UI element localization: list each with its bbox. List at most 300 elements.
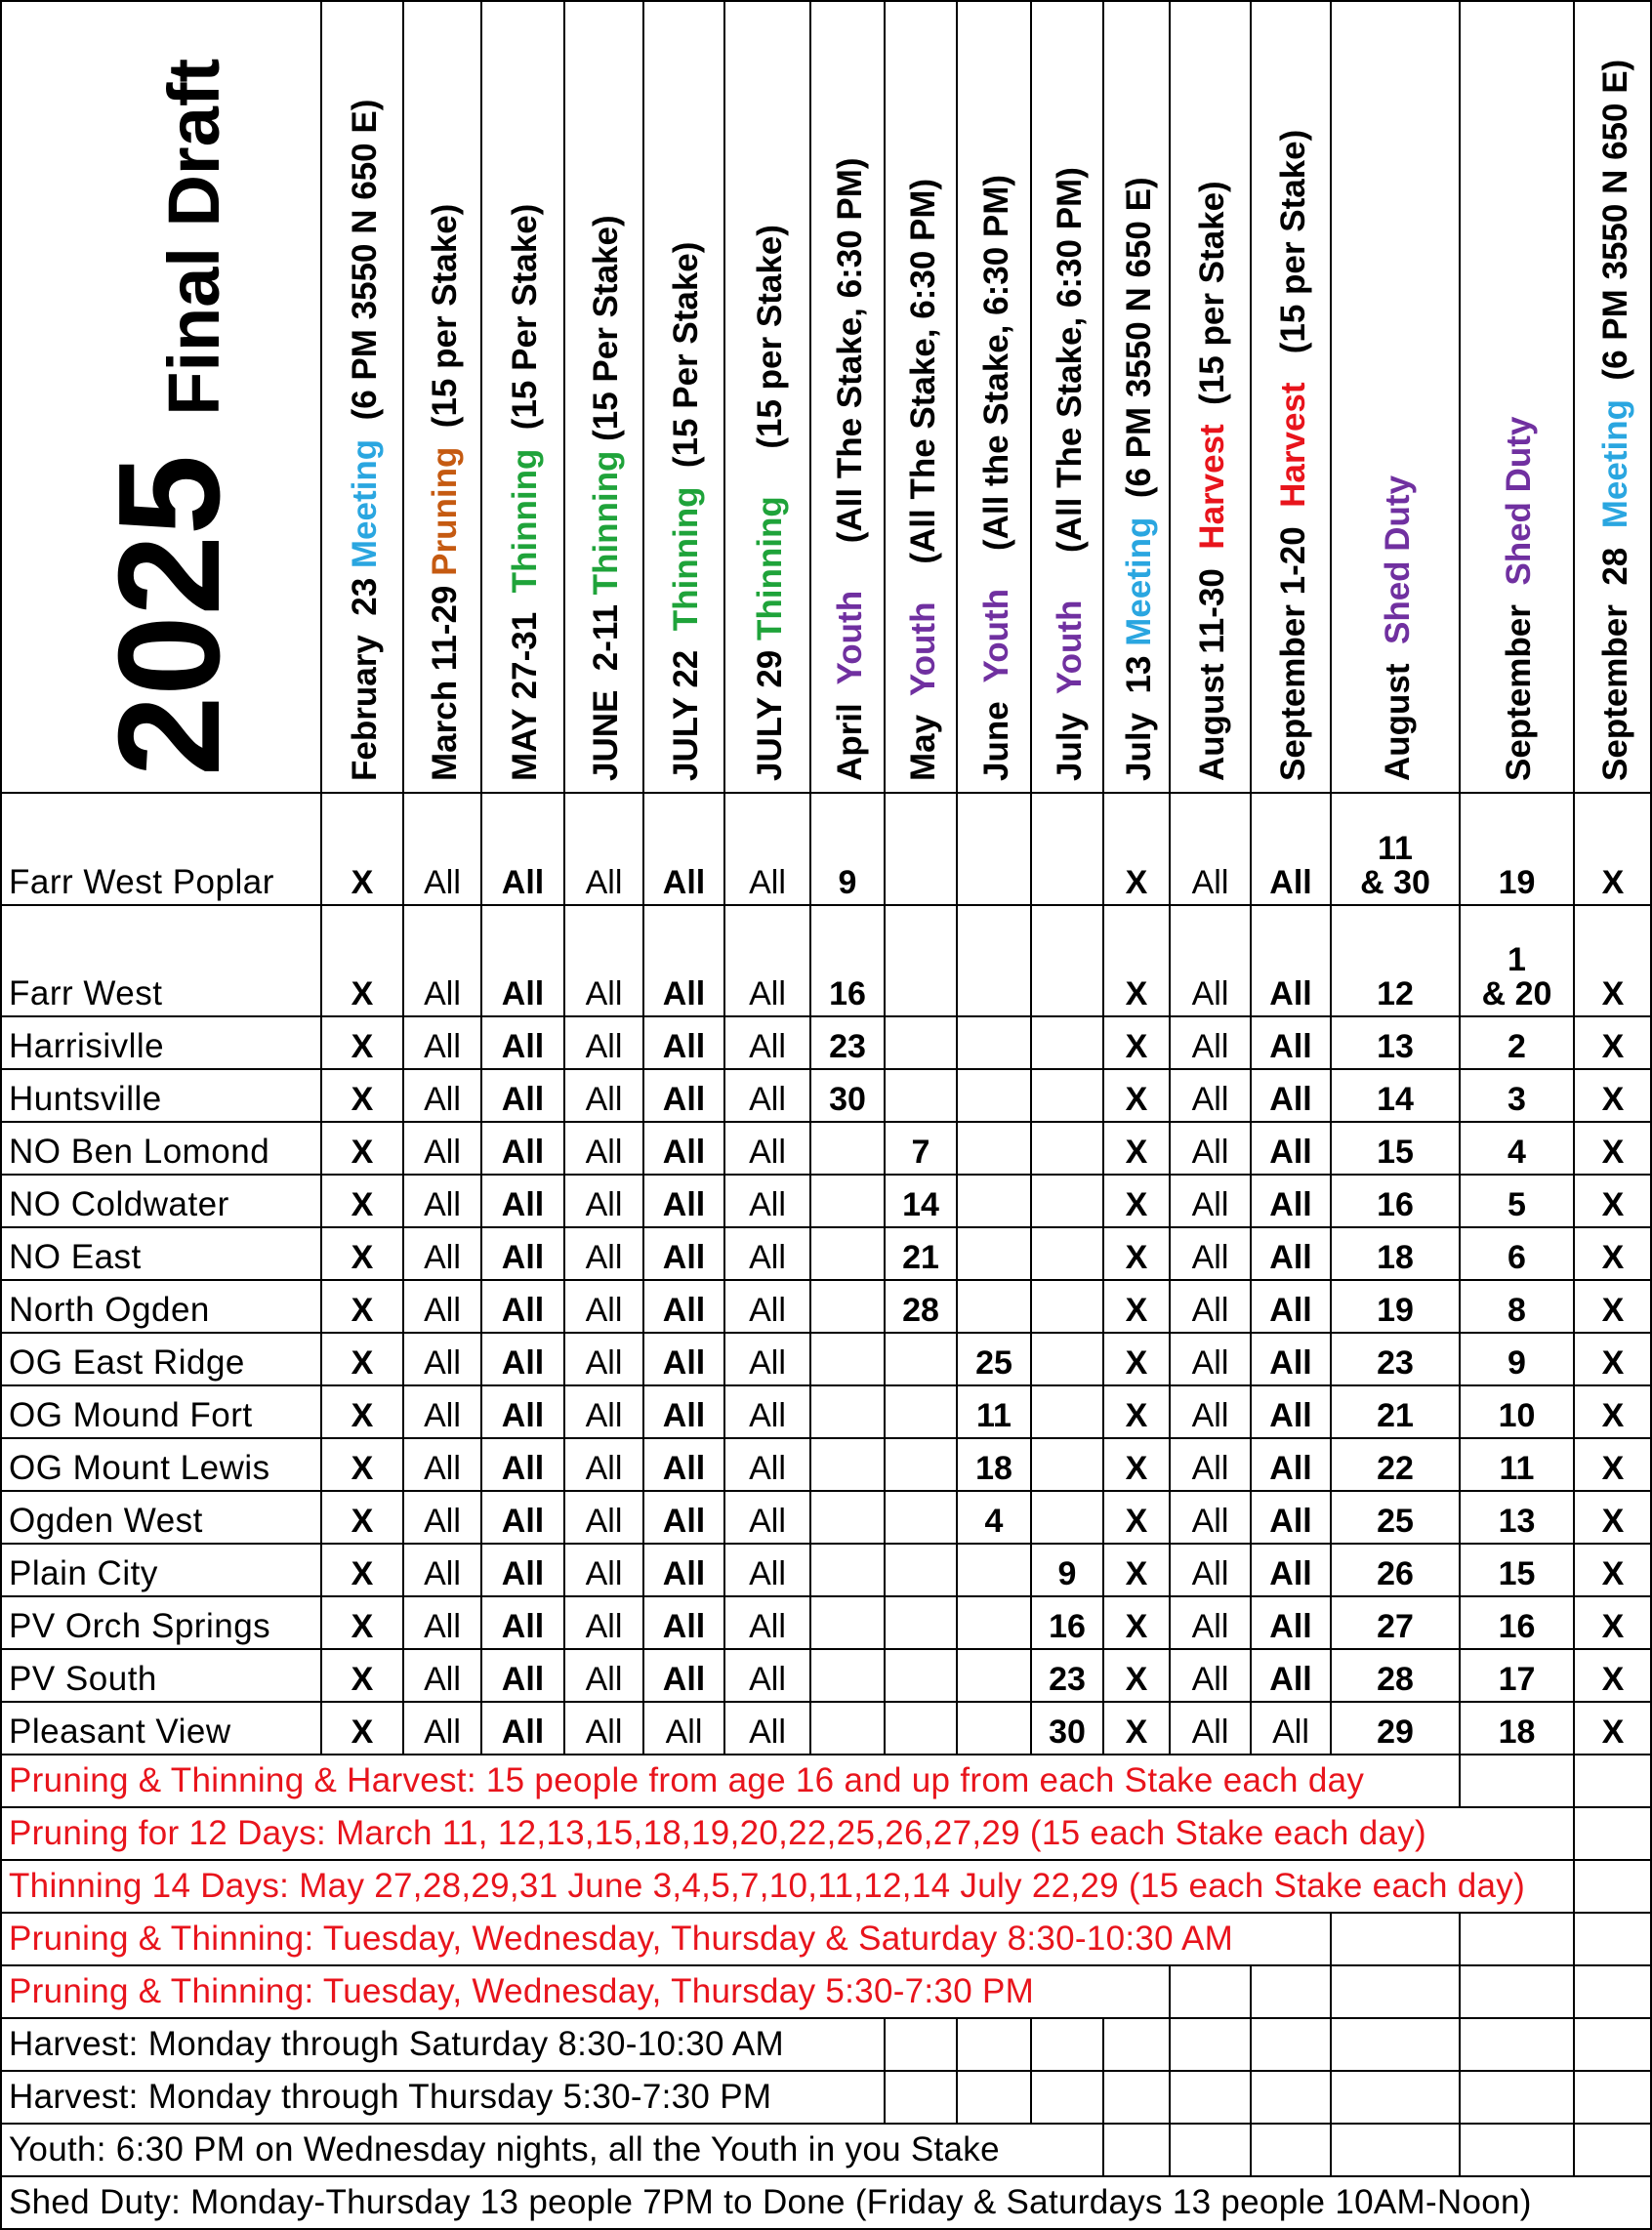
table-cell xyxy=(810,1491,885,1544)
header-pre: July xyxy=(1051,694,1089,781)
table-cell: 3 xyxy=(1507,1081,1526,1119)
table-cell: 16 xyxy=(829,975,866,1013)
grid-line-horizontal xyxy=(0,1648,1652,1650)
table-cell: All xyxy=(749,1186,786,1224)
table-cell xyxy=(1031,1175,1103,1227)
table-cell: All xyxy=(1191,1344,1229,1383)
header-post: (6 PM 3550 N 650 E) xyxy=(1596,59,1634,400)
header-post: (All The Stake, 6:30 PM) xyxy=(831,157,869,591)
table-cell: X xyxy=(1125,1292,1148,1330)
table-cell: 22 xyxy=(1377,1450,1414,1488)
table-cell: All xyxy=(749,1134,786,1172)
ward-name: NO East xyxy=(9,1238,142,1276)
table-cell: 14 xyxy=(1377,1081,1414,1119)
grid-line-vertical xyxy=(1250,1965,1252,2018)
table-cell: All xyxy=(424,1397,461,1435)
table-cell: 1 & 20 xyxy=(1481,940,1552,1013)
grid-line-vertical xyxy=(1169,1965,1171,2018)
grid-line-vertical xyxy=(1573,1860,1575,1913)
table-cell xyxy=(810,1122,885,1175)
grid-line-vertical xyxy=(1573,1913,1575,1965)
table-cell: All xyxy=(424,1292,461,1330)
table-cell: 16 xyxy=(1377,1186,1414,1224)
header-keyword: Thinning xyxy=(751,496,789,640)
table-cell: X xyxy=(351,1714,374,1752)
ward-name: Ogden West xyxy=(9,1502,203,1540)
grid-line-vertical xyxy=(1330,2124,1332,2176)
table-cell: All xyxy=(1269,1555,1312,1593)
column-header-10 xyxy=(1031,0,1103,793)
table-cell: All xyxy=(1269,1134,1312,1172)
grid-line-vertical xyxy=(1330,2018,1332,2071)
column-header-4 xyxy=(564,0,643,793)
table-cell: All xyxy=(501,1503,545,1541)
table-cell: All xyxy=(749,1239,786,1277)
table-cell: X xyxy=(1601,1608,1625,1646)
table-cell xyxy=(1031,1016,1103,1069)
note-line: Thinning 14 Days: May 27,28,29,31 June 3,4,5,7,10,11,12,14 July 22,29 (15 each Stake each day) xyxy=(9,1867,1526,1905)
table-cell: X xyxy=(1601,1081,1625,1119)
column-header-9 xyxy=(957,0,1031,793)
table-cell: All xyxy=(585,1397,623,1435)
table-cell: X xyxy=(351,1555,374,1593)
table-cell: All xyxy=(501,1081,545,1119)
table-cell: 11 & 30 xyxy=(1360,829,1430,902)
table-cell: All xyxy=(424,1450,461,1488)
grid-line-horizontal xyxy=(0,1543,1652,1545)
header-keyword: Youth xyxy=(977,588,1015,683)
note-line: Harvest: Monday through Thursday 5:30-7:30 PM xyxy=(9,2078,772,2116)
table-cell: All xyxy=(585,1450,623,1488)
table-cell xyxy=(810,1385,885,1438)
header-keyword: Meeting xyxy=(346,438,384,569)
table-cell: All xyxy=(424,1344,461,1383)
table-cell: All xyxy=(662,1450,706,1488)
table-cell xyxy=(885,1596,957,1649)
column-header-text xyxy=(348,100,382,781)
table-cell xyxy=(957,905,1031,1016)
header-post: (All the Stake, 6:30 PM) xyxy=(977,174,1015,589)
table-cell: All xyxy=(1269,864,1312,902)
table-cell: X xyxy=(351,1397,374,1435)
table-cell xyxy=(1031,905,1103,1016)
table-cell: X xyxy=(1601,975,1625,1013)
grid-line-vertical xyxy=(1573,2018,1575,2071)
column-header-13 xyxy=(1251,0,1331,793)
header-pre: February 23 xyxy=(346,568,384,781)
table-cell: 9 xyxy=(1057,1555,1077,1593)
table-cell: All xyxy=(424,1081,461,1119)
table-cell: All xyxy=(424,1134,461,1172)
table-cell: All xyxy=(1191,1186,1229,1224)
table-cell: All xyxy=(585,975,623,1013)
table-cell xyxy=(1031,1438,1103,1491)
header-post: (15 Per Stake) xyxy=(506,203,544,449)
header-post: (6 PM 3550 N 650 E) xyxy=(346,99,384,439)
column-header-8 xyxy=(885,0,957,793)
table-cell: All xyxy=(585,1186,623,1224)
table-cell: X xyxy=(1601,1028,1625,1066)
table-cell: 18 xyxy=(1498,1714,1536,1752)
table-cell: 30 xyxy=(829,1081,866,1119)
grid-line-vertical xyxy=(1459,1755,1461,1807)
header-keyword: Youth xyxy=(831,590,869,685)
grid-line-vertical xyxy=(1102,2018,1104,2071)
header-keyword: Meeting xyxy=(1596,399,1634,529)
header-post: (15 per Stake) xyxy=(1193,181,1231,425)
table-cell xyxy=(957,1649,1031,1702)
ward-name: Huntsville xyxy=(9,1080,162,1118)
table-cell: All xyxy=(749,1344,786,1383)
table-cell: All xyxy=(585,1292,623,1330)
table-cell: All xyxy=(749,1450,786,1488)
column-header-text xyxy=(1053,167,1087,781)
grid-line-horizontal xyxy=(0,1015,1652,1017)
ward-name: Pleasant View xyxy=(9,1713,231,1751)
table-cell: All xyxy=(662,1397,706,1435)
table-cell: 10 xyxy=(1498,1397,1536,1435)
table-cell: All xyxy=(1269,1186,1312,1224)
table-cell: 5 xyxy=(1507,1186,1526,1224)
header-post: (6 PM 3550 N 650 E) xyxy=(1120,177,1158,517)
table-cell: X xyxy=(1125,1397,1148,1435)
table-cell: X xyxy=(1125,1239,1148,1277)
table-cell: All xyxy=(585,1081,623,1119)
header-keyword: Thinning xyxy=(587,450,625,596)
table-cell: All xyxy=(424,1555,461,1593)
grid-line-horizontal xyxy=(0,1332,1652,1334)
table-cell: 19 xyxy=(1377,1292,1414,1330)
table-cell: 13 xyxy=(1377,1028,1414,1066)
table-cell: X xyxy=(351,1608,374,1646)
table-cell: All xyxy=(1269,1028,1312,1066)
table-cell: 19 xyxy=(1498,864,1536,902)
table-cell: 6 xyxy=(1507,1239,1526,1277)
table-cell xyxy=(810,1438,885,1491)
table-cell xyxy=(885,1016,957,1069)
table-cell: 16 xyxy=(1049,1608,1086,1646)
header-keyword: Pruning xyxy=(426,446,464,576)
table-cell xyxy=(1031,1122,1103,1175)
header-pre: MAY 27-31 xyxy=(506,593,544,781)
header-keyword: Shed Duty xyxy=(1379,475,1417,645)
table-cell: 4 xyxy=(984,1503,1004,1541)
table-cell: 18 xyxy=(1377,1239,1414,1277)
table-cell xyxy=(810,1333,885,1385)
table-cell xyxy=(810,1227,885,1280)
grid-line-horizontal xyxy=(0,1754,1652,1755)
table-cell: X xyxy=(351,975,374,1013)
table-cell: All xyxy=(1191,1292,1229,1330)
grid-line-vertical xyxy=(1573,1755,1575,1807)
table-cell: X xyxy=(1601,1714,1625,1752)
table-cell: All xyxy=(501,1661,545,1699)
grid-line-horizontal xyxy=(0,1279,1652,1281)
table-cell: All xyxy=(501,1186,545,1224)
ward-name: North Ogden xyxy=(9,1291,210,1329)
table-cell: X xyxy=(1601,1344,1625,1383)
table-cell xyxy=(885,793,957,905)
header-pre: March 11-29 xyxy=(426,575,464,781)
grid-line-horizontal xyxy=(0,1595,1652,1597)
table-cell: All xyxy=(662,975,706,1013)
table-cell: 2 xyxy=(1507,1028,1526,1066)
ward-name: OG Mound Fort xyxy=(9,1396,253,1434)
table-cell: All xyxy=(585,1239,623,1277)
note-line: Harvest: Monday through Saturday 8:30-10:30 AM xyxy=(9,2025,784,2063)
table-cell: X xyxy=(351,1661,374,1699)
column-header-15 xyxy=(1460,0,1574,793)
table-cell: All xyxy=(749,1661,786,1699)
table-cell: 29 xyxy=(1377,1714,1414,1752)
table-cell: All xyxy=(749,1503,786,1541)
grid-line-vertical xyxy=(956,2018,958,2071)
header-keyword: Shed Duty xyxy=(1500,416,1538,586)
grid-line-horizontal xyxy=(0,2017,1652,2019)
table-cell: All xyxy=(501,1714,545,1752)
table-cell: All xyxy=(1191,1450,1229,1488)
table-cell: All xyxy=(501,1134,545,1172)
grid-line-vertical xyxy=(884,2018,886,2071)
table-cell xyxy=(1031,1069,1103,1122)
column-header-text xyxy=(1381,475,1415,781)
table-cell: All xyxy=(662,1028,706,1066)
table-cell: X xyxy=(1125,1503,1148,1541)
grid-line-vertical xyxy=(1330,1913,1332,1965)
note-line: Pruning for 12 Days: March 11, 12,13,15,18,19,20,22,25,26,27,29 (15 each Stake each day) xyxy=(9,1814,1426,1852)
table-cell xyxy=(1031,1385,1103,1438)
column-header-6 xyxy=(724,0,810,793)
column-header-11 xyxy=(1103,0,1170,793)
table-cell: All xyxy=(424,864,461,902)
header-pre: September 1-20 xyxy=(1274,507,1312,781)
table-cell: All xyxy=(585,1555,623,1593)
table-cell: X xyxy=(1125,1661,1148,1699)
table-cell: All xyxy=(662,1555,706,1593)
header-keyword: Meeting xyxy=(1120,516,1158,646)
table-cell: 27 xyxy=(1377,1608,1414,1646)
table-cell: All xyxy=(1272,1714,1309,1752)
table-cell: All xyxy=(1269,1397,1312,1435)
table-cell: 9 xyxy=(1507,1344,1526,1383)
grid-line-vertical xyxy=(1250,2018,1252,2071)
table-cell: 12 xyxy=(1377,975,1414,1013)
table-cell: 11 xyxy=(976,1397,1012,1435)
table-cell xyxy=(885,1438,957,1491)
table-cell: All xyxy=(585,864,623,902)
grid-line-vertical xyxy=(1330,2071,1332,2124)
table-cell: All xyxy=(1191,1714,1229,1752)
grid-line-horizontal xyxy=(0,0,1652,2)
column-header-text xyxy=(508,204,542,781)
table-cell xyxy=(885,1385,957,1438)
header-pre: August 11-30 xyxy=(1193,549,1231,781)
column-header-2 xyxy=(403,0,481,793)
table-cell xyxy=(1031,1491,1103,1544)
table-cell xyxy=(885,1333,957,1385)
table-cell: 15 xyxy=(1498,1555,1536,1593)
table-cell: All xyxy=(424,1239,461,1277)
table-cell: X xyxy=(1125,1555,1148,1593)
table-cell: 23 xyxy=(1049,1661,1086,1699)
table-cell: 28 xyxy=(902,1292,939,1330)
table-cell: All xyxy=(749,1714,786,1752)
table-cell: All xyxy=(501,1397,545,1435)
table-cell xyxy=(885,1702,957,1755)
header-pre: September 28 xyxy=(1596,528,1634,781)
table-cell: All xyxy=(501,1555,545,1593)
note-line: Youth: 6:30 PM on Wednesday nights, all the Youth in you Stake xyxy=(9,2130,1000,2168)
table-cell: 21 xyxy=(902,1239,939,1277)
table-cell: X xyxy=(351,864,374,902)
header-keyword: Youth xyxy=(904,601,942,697)
header-post: (15 per Stake) xyxy=(1274,129,1312,383)
table-cell: X xyxy=(1125,1186,1148,1224)
grid-line-vertical xyxy=(1459,2124,1461,2176)
grid-line-vertical xyxy=(1169,2018,1171,2071)
ward-name: OG East Ridge xyxy=(9,1343,245,1382)
table-cell: X xyxy=(1125,975,1148,1013)
table-cell xyxy=(957,1544,1031,1596)
table-cell: All xyxy=(501,975,545,1013)
grid-line-vertical xyxy=(1169,2124,1171,2176)
column-header-text xyxy=(589,215,623,781)
table-cell: X xyxy=(351,1028,374,1066)
table-cell xyxy=(810,1596,885,1649)
table-cell: All xyxy=(585,1714,623,1752)
table-cell: X xyxy=(1125,1344,1148,1383)
header-keyword: Thinning xyxy=(506,448,544,594)
grid-line-horizontal xyxy=(0,1226,1652,1228)
grid-line-vertical xyxy=(1573,1965,1575,2018)
column-header-text xyxy=(753,225,787,781)
table-cell: All xyxy=(749,1081,786,1119)
column-header-1 xyxy=(321,0,403,793)
table-cell: 13 xyxy=(1498,1503,1536,1541)
table-cell: All xyxy=(665,1714,703,1752)
table-cell: All xyxy=(662,864,706,902)
table-cell: All xyxy=(501,1608,545,1646)
table-cell: All xyxy=(662,1134,706,1172)
column-header-text xyxy=(1598,60,1632,781)
table-cell: 26 xyxy=(1377,1555,1414,1593)
table-cell xyxy=(957,1227,1031,1280)
table-cell: 23 xyxy=(1377,1344,1414,1383)
note-line: Pruning & Thinning: Tuesday, Wednesday, Thursday 5:30-7:30 PM xyxy=(9,1972,1035,2010)
table-cell: X xyxy=(1601,864,1625,902)
grid-line-vertical xyxy=(956,2071,958,2124)
table-cell: All xyxy=(501,1239,545,1277)
table-cell: All xyxy=(1191,1239,1229,1277)
grid-line-vertical xyxy=(1250,2071,1252,2124)
table-cell: 16 xyxy=(1498,1608,1536,1646)
table-cell: All xyxy=(585,1028,623,1066)
table-cell: All xyxy=(662,1186,706,1224)
grid-line-horizontal xyxy=(0,2175,1652,2177)
table-cell: All xyxy=(585,1344,623,1383)
table-cell: All xyxy=(662,1608,706,1646)
grid-line-horizontal xyxy=(0,1912,1652,1914)
table-cell: 9 xyxy=(838,864,857,902)
grid-line-horizontal xyxy=(0,1068,1652,1070)
title-text xyxy=(89,58,250,776)
table-cell xyxy=(810,1649,885,1702)
column-header-text xyxy=(1276,130,1310,781)
table-cell: All xyxy=(1191,1503,1229,1541)
table-cell: All xyxy=(1269,1344,1312,1383)
table-cell: All xyxy=(1269,1450,1312,1488)
header-pre: August xyxy=(1379,644,1417,781)
grid-line-horizontal xyxy=(0,1384,1652,1386)
table-cell: All xyxy=(501,1344,545,1383)
table-cell xyxy=(957,1596,1031,1649)
table-cell: All xyxy=(749,1397,786,1435)
table-cell: All xyxy=(1191,1397,1229,1435)
grid-line-vertical xyxy=(1102,2071,1104,2124)
header-pre: September xyxy=(1500,585,1538,781)
grid-line-horizontal xyxy=(0,1121,1652,1123)
table-cell: All xyxy=(1191,864,1229,902)
table-cell: X xyxy=(351,1186,374,1224)
column-header-16 xyxy=(1574,0,1652,793)
table-cell: All xyxy=(424,1608,461,1646)
table-cell: X xyxy=(1125,1450,1148,1488)
table-cell: All xyxy=(1191,1028,1229,1066)
table-cell xyxy=(1031,1227,1103,1280)
table-cell: All xyxy=(1191,1081,1229,1119)
grid-line-horizontal xyxy=(0,1964,1652,1966)
table-cell: X xyxy=(1601,1397,1625,1435)
table-cell xyxy=(885,1491,957,1544)
table-cell: 23 xyxy=(829,1028,866,1066)
ward-name: PV South xyxy=(9,1660,157,1698)
table-cell: All xyxy=(1191,1134,1229,1172)
table-cell: X xyxy=(1601,1292,1625,1330)
table-cell: All xyxy=(662,1503,706,1541)
grid-line-vertical xyxy=(1030,2018,1032,2071)
table-cell: 15 xyxy=(1377,1134,1414,1172)
ward-name: Farr West Poplar xyxy=(9,863,274,901)
column-header-3 xyxy=(481,0,564,793)
table-cell xyxy=(957,1702,1031,1755)
table-cell: 18 xyxy=(975,1450,1012,1488)
table-cell xyxy=(957,1122,1031,1175)
ward-name: Harrisivlle xyxy=(9,1027,165,1065)
note-line: Pruning & Thinning: Tuesday, Wednesday, Thursday & Saturday 8:30-10:30 AM xyxy=(9,1920,1234,1958)
grid-line-horizontal xyxy=(0,2123,1652,2125)
table-cell: 25 xyxy=(1377,1503,1414,1541)
grid-line-vertical xyxy=(1573,2071,1575,2124)
ward-name: OG Mount Lewis xyxy=(9,1449,270,1487)
table-cell: 25 xyxy=(975,1344,1012,1383)
table-cell: All xyxy=(1269,1081,1312,1119)
column-header-5 xyxy=(643,0,724,793)
table-cell: X xyxy=(1601,1239,1625,1277)
table-cell xyxy=(810,1175,885,1227)
grid-line-vertical xyxy=(1459,1913,1461,1965)
table-cell: X xyxy=(351,1081,374,1119)
grid-line-vertical xyxy=(1330,1965,1332,2018)
header-post: (15 Per Stake) xyxy=(587,215,625,451)
table-cell: X xyxy=(351,1503,374,1541)
table-cell: 21 xyxy=(1377,1397,1414,1435)
table-cell: All xyxy=(424,1503,461,1541)
table-cell xyxy=(957,1016,1031,1069)
grid-line-horizontal xyxy=(0,1806,1652,1808)
header-pre: June xyxy=(977,682,1015,781)
table-cell: All xyxy=(1191,975,1229,1013)
table-cell: All xyxy=(424,1661,461,1699)
